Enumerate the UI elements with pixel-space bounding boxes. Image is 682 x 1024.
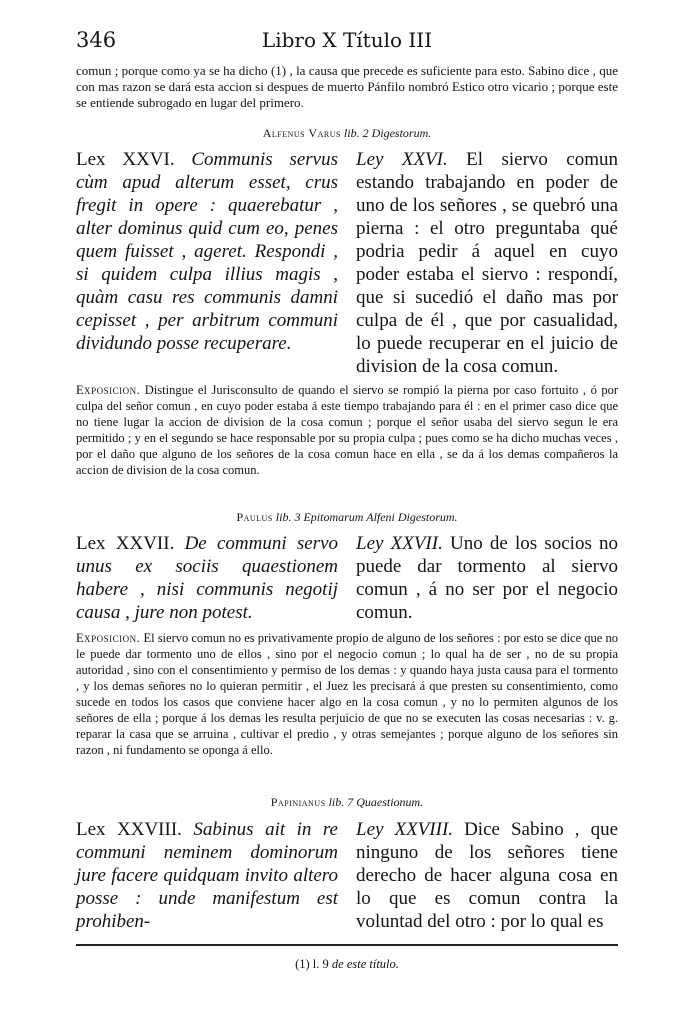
exposicion-paragraph <box>76 630 618 758</box>
latin-column <box>76 532 338 624</box>
source-citation <box>76 795 618 810</box>
source-book: lib. 3 Epitomarum Alfeni Digestorum. <box>275 510 458 524</box>
ley-heading: Ley XXVII. <box>356 533 443 554</box>
ley-heading: Ley XXVIII. <box>356 819 454 840</box>
source-citation <box>76 510 618 525</box>
footnote-divider <box>76 944 618 946</box>
page-number: 346 <box>76 28 117 52</box>
latin-column <box>76 148 338 355</box>
ley-heading: Ley XXVI. <box>356 149 448 170</box>
exposicion-text: El siervo comun no es privativamente propio de alguno de los señores : por esto se dice que no le puede dar tormento uno de ellos , sino por el negocio comun ; lo qual ha de ser , no de su propia autoridad , sino con el consentimiento y permiso de los demas : y quando haya justa causa para el tormento , y los demas señores no lo quieran permitir , el Juez les precisará á que presten su consentimiento, como sucede en todos los casos que conviene hacer algo en la cosa comun , y no lo permiten algunos de los señores de ella ; porque á los demas les resulta perjuicio de que no se executen las cosas necesarias : v. g. reparar la casa que se arruina , cultivar el predio , y otras semejantes ; porque alguno de los señores sin razon , ni fundamento se oponga á ello. <box>76 631 618 757</box>
exposicion-label: Exposicion. <box>76 631 141 645</box>
spanish-column <box>356 818 618 933</box>
source-book: lib. 2 Digestorum. <box>343 126 432 140</box>
law-columns <box>76 818 618 938</box>
spanish-column <box>356 148 618 378</box>
law-columns <box>76 148 619 377</box>
latin-column <box>76 818 338 933</box>
spanish-column <box>356 532 618 624</box>
footnote-ref: l. 9 <box>312 957 329 971</box>
lex-heading: Lex XXVIII. <box>76 819 182 840</box>
source-book: lib. 7 Quaestionum. <box>328 795 424 809</box>
exposicion-label: Exposicion. <box>76 383 141 397</box>
source-author: Paulus <box>236 510 273 524</box>
spanish-text: Dice Sabino , que ninguno de los señores tiene derecho de hacer alguna cosa en lo que es comun contra la voluntad del otro : por lo qual es <box>356 819 619 932</box>
spanish-text: El siervo comun estando trabajando en poder de uno de los señores , se quebró una pierna : el otro preguntaba qué podria pedir á aquel en cuyo poder estaba el siervo : respondí, que si sucedió el daño mas por culpa de él , que por casualidad, lo puede recuperar en el juicio de division de la cosa comun. <box>356 149 619 377</box>
law-columns <box>76 532 618 624</box>
footnote <box>76 957 618 972</box>
running-title: Libro X Título III <box>261 28 433 52</box>
latin-text: Communis servus cùm apud alterum esset, crus fregit in opere : quaerebatur , alter dominus quid cum eo, penes quem fuisset , ageret. Respondi , si quidem culpa illius magis , quàm casu res communis damni cepisset , per arbitrum communi dividundo posse recuperare. <box>76 149 339 354</box>
exposicion-paragraph <box>76 382 618 478</box>
footnote-marker: (1) <box>295 957 310 971</box>
source-author: Alfenus Varus <box>262 126 341 140</box>
latin-text: Sabinus ait in re communi neminem dominorum jure facere quidquam invito altero posse : unde manifestum est prohiben- <box>76 819 338 932</box>
source-citation <box>76 126 618 141</box>
lex-heading: Lex XXVI. <box>76 149 175 170</box>
footnote-text: de este título. <box>331 957 399 971</box>
exposicion-text: Distingue el Jurisconsulto de quando el siervo se rompió la pierna por caso fortuito , ó por culpa del señor comun , en cuyo poder estaba á este tiempo trabajando para él : en el primer caso dice que no tiene lugar la accion de division de la cosa comun ; porque el señor usaba del siervo segun le era permitido ; y en el segundo se hace responsable por su propia culpa ; pues como se ha dicho muchas veces , por el daño que alguno de los señores de la cosa comun hace en ella , se da á los demas compañeros la accion de division de la cosa comun. <box>76 383 618 477</box>
latin-text: De communi servo unus ex sociis quaestionem habere , nisi communis negotij causa , jure non potest. <box>76 533 339 623</box>
spanish-text: Uno de los socios no puede dar tormento al siervo comun , á no ser por el negocio comun. <box>356 533 619 623</box>
lex-heading: Lex XXVII. <box>76 533 175 554</box>
page-header <box>76 28 618 54</box>
intro-paragraph: comun ; porque como ya se ha dicho (1) , la causa que precede es suficiente para esto. Sabino dice , que con mas razon se dará esta accion si despues de muerto Pánfilo nombró Estico otro vicario ; porque este se entiende subrogado en lugar del primero. <box>76 63 618 110</box>
source-author: Papinianus <box>270 795 326 809</box>
